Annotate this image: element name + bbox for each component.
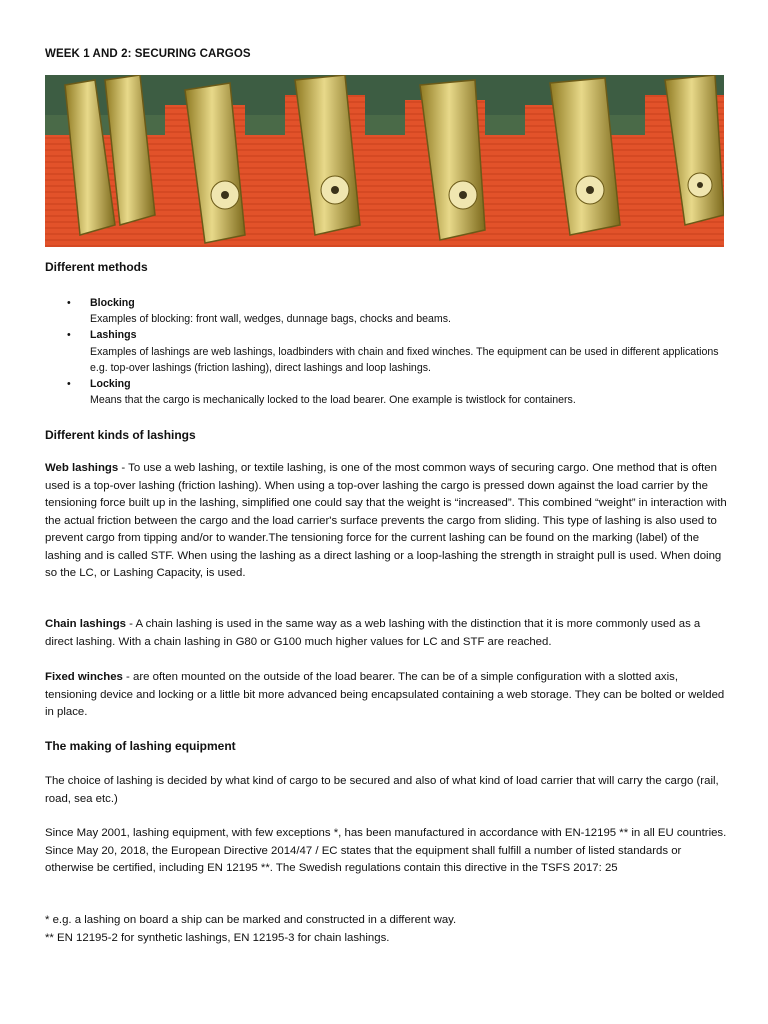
chain-lashings-text: - A chain lashing is used in the same way as a web lashing with the distinction that it is more commonly used as a direct lashing. With a chain lashing in G80 or G100 much higher values for LC and STF are reached.: [45, 618, 701, 648]
method-desc: Examples of lashings are web lashings, loadbinders with chain and fixed winches. The equipment can be used in different applications e.g. top-over lashings (friction lashing), direct lashings and loop lashings.: [90, 345, 719, 374]
kinds-heading: Different kinds of lashings: [45, 428, 196, 442]
banner-illustration: [45, 75, 724, 247]
method-name: Lashings: [90, 329, 137, 342]
method-name: Blocking: [90, 297, 135, 309]
method-name: Locking: [90, 378, 131, 391]
list-item: [45, 327, 725, 376]
bullet-icon: •: [67, 297, 71, 309]
chain-lashings-paragraph: [45, 616, 727, 651]
ratchet-straps-photo-icon: [45, 75, 724, 247]
page-title: WEEK 1 AND 2: SECURING CARGOS: [45, 48, 251, 60]
list-item: [45, 376, 725, 408]
footnote-1: * e.g. a lashing on board a ship can be marked and constructed in a different way.: [45, 914, 457, 926]
list-item: [45, 295, 725, 327]
making-paragraph-2: Since May 2001, lashing equipment, with few exceptions *, has been manufactured in accordance with EN-12195 ** in all EU countries. Since May 20, 2018, the European Directive 2014/47 / EC states that the equipment shall fulfill a number of listed standards or otherwise be certified, including EN 12195 **. The Swedish regulations contain this directive in the TSFS 2017: 25: [45, 827, 727, 874]
method-desc: Examples of blocking: front wall, wedges, dunnage bags, chocks and beams.: [90, 313, 451, 326]
methods-list: [45, 295, 725, 408]
web-lashings-term: Web lashings: [45, 462, 119, 474]
method-desc: Means that the cargo is mechanically locked to the load bearer. One example is twistlock for containers.: [90, 394, 576, 407]
footnote-2: ** EN 12195-2 for synthetic lashings, EN 12195-3 for chain lashings.: [45, 932, 390, 944]
fixed-winches-text: - are often mounted on the outside of the load bearer. The can be of a simple configuration with a slotted axis, tensioning device and locking or a little bit more advanced being encapsulated containing a web storage. They can be bolted or welded in place.: [45, 671, 725, 718]
web-lashings-text: - To use a web lashing, or textile lashing, is one of the most common ways of securing cargo. One method that is often used is a top-over lashing (friction lashing). When using a top-over lashing the cargo is pressed down against the load carrier by the tensioning force built up in the lashing, simplified one could say that the weight is “increased”. This combined “weight” in interaction with the actual friction between the cargo and the load carrier's surface prevents the cargo from sliding. This type of lashing is also used to prevent cargo from tipping and/or to wander.The tensioning force for the current lashing can be found on the marking (label) of the lashing and is called STF. When using the lashing as a direct lashing or a loop-lashing the strength in straight pull is used. When doing so the LC, or Lashing Capacity, is used.: [45, 462, 727, 579]
fixed-winches-term: Fixed winches: [45, 671, 123, 683]
making-heading: The making of lashing equipment: [45, 739, 236, 753]
methods-heading: Different methods: [45, 260, 148, 274]
making-paragraph-1: The choice of lashing is decided by what kind of cargo to be secured and also of what kind of load carrier that will carry the cargo (rail, road, sea etc.): [45, 775, 719, 805]
bullet-icon: •: [67, 329, 71, 342]
fixed-winches-paragraph: [45, 669, 727, 722]
bullet-icon: •: [67, 378, 71, 391]
chain-lashings-term: Chain lashings: [45, 618, 127, 630]
web-lashings-paragraph: [45, 460, 727, 583]
